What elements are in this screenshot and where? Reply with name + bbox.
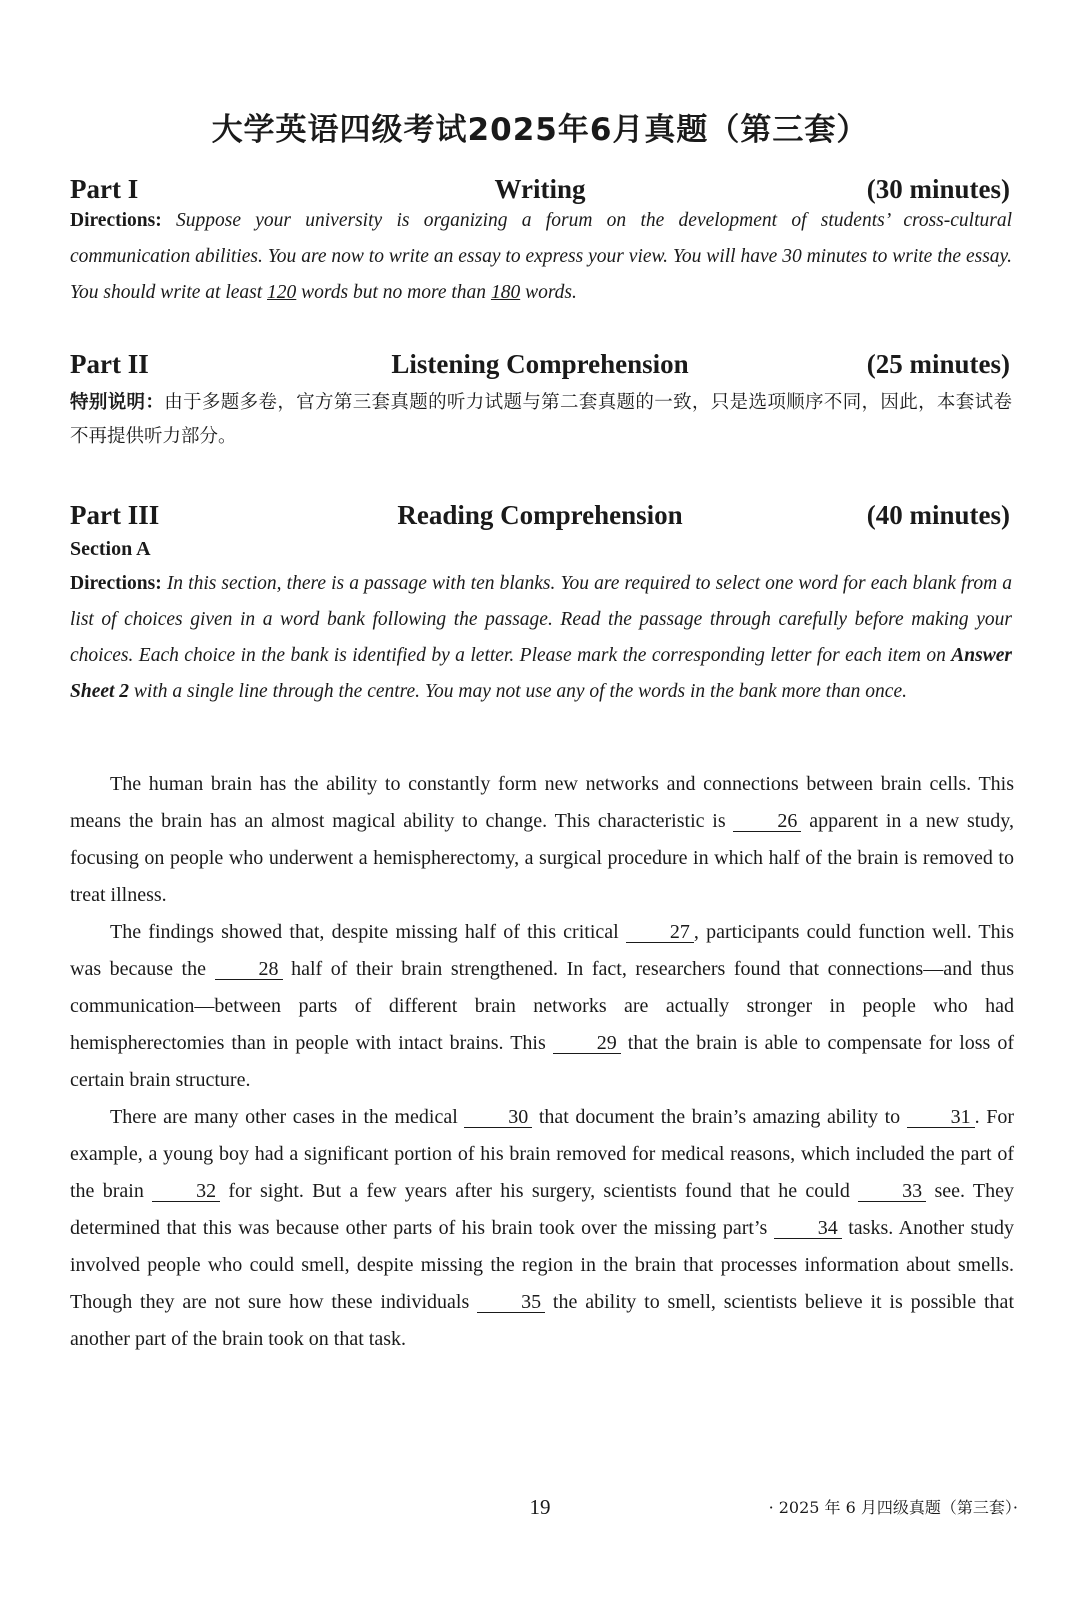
max-words: 180: [490, 282, 521, 303]
part2-number: Part II: [70, 349, 149, 379]
page-number: 19: [529, 1495, 551, 1519]
blank-32: 32: [152, 1181, 220, 1202]
min-words: 120: [267, 282, 297, 303]
answer-sheet-ref: Answer Sheet 2: [70, 645, 1012, 702]
blank-28: 28: [215, 959, 283, 980]
part3-minutes: (40 minutes): [866, 500, 1010, 530]
blank-34: 34: [774, 1218, 842, 1239]
directions-text: words but no more than: [296, 282, 491, 303]
passage-paragraph-2: The findings showed that, despite missing half of this critical 27 , participants could function well. This was because the 28 half of their brain strengthened. In fact, researchers found that connections—and thus communication—between parts of different brain networks are actually stronger in people who had hemispherectomies than in people with intact brains. This 29 that the brain is able to compensate for loss of certain brain structure.: [70, 921, 1015, 1091]
part3-header: [70, 500, 1010, 536]
section-a-label: Section A: [70, 538, 151, 560]
blank-27: 27: [626, 922, 694, 943]
part2-note: [70, 386, 1012, 454]
blank-31: 31: [907, 1107, 975, 1128]
part3-title: Reading Comprehension: [397, 500, 683, 530]
passage-paragraph-3: There are many other cases in the medical 30 that document the brain’s amazing ability to 31 . For example, a young boy had a significant portion of his brain removed for medical reasons, which included the part of the brain 32 for sight. But a few years after his surgery, scientists found that he could 33 see. They determined that this was because other parts of his brain took over the missing part’s 34 tasks. Another study involved people who could smell, despite missing the region in the brain that processes information about smells. Though they are not sure how these individuals 35 the ability to smell, scientists believe it is possible that another part of the brain took on that task.: [70, 1106, 1014, 1350]
part2-title: Listening Comprehension: [391, 349, 689, 379]
reading-passage: [70, 766, 1014, 1358]
blank-33: 33: [858, 1181, 926, 1202]
blank-30: 30: [464, 1107, 532, 1128]
blank-26: 26: [733, 811, 801, 832]
blank-35: 35: [477, 1292, 545, 1313]
directions-text: Suppose your university is organizing a forum on the development of students’ cross-cultural communication abilities. You are now to write an essay to express your view. You will have 30 minutes to write the essay. You should write at least: [70, 210, 1013, 303]
note-label: 特别说明：: [70, 392, 165, 413]
directions-text: words.: [520, 282, 577, 303]
directions-text: In this section, there is a passage with ten blanks. You are required to select one word for each blank from a list of choices given in a word bank following the passage. Read the passage through carefully before making your choices. Each choice in the bank is identified by a letter. Please mark the corresponding letter for each item on: [70, 573, 1013, 666]
part1-directions: [70, 203, 1012, 311]
blank-29: 29: [553, 1033, 621, 1054]
passage-paragraph-1: The human brain has the ability to constantly form new networks and connections between brain cells. This means the brain has an almost magical ability to change. This characteristic is 26 apparent in a new study, focusing on people who underwent a hemispherectomy, a surgical procedure in which half of the brain is removed to treat illness.: [70, 773, 1014, 906]
note-text: 由于多题多卷，官方第三套真题的听力试题与第二套真题的一致，只是选项顺序不同，因此，本套试卷不再提供听力部分。: [70, 392, 1012, 447]
part2-header: [70, 349, 1010, 385]
part1-title: Writing: [494, 174, 586, 204]
part2-minutes: (25 minutes): [866, 349, 1010, 379]
part1-number: Part I: [70, 174, 139, 204]
directions-label: Directions:: [70, 210, 162, 231]
part1-minutes: (30 minutes): [866, 174, 1010, 204]
page-footer: · 2025 年 6 月四级真题（第三套）·: [768, 1498, 1018, 1517]
exam-title: 大学英语四级考试2025年6月真题（第三套）: [211, 112, 869, 148]
part3-number: Part III: [70, 500, 160, 530]
part3-directions: [70, 566, 1012, 710]
directions-label: Directions:: [70, 573, 162, 594]
directions-text: with a single line through the centre. You may not use any of the words in the bank more than once.: [129, 681, 907, 702]
